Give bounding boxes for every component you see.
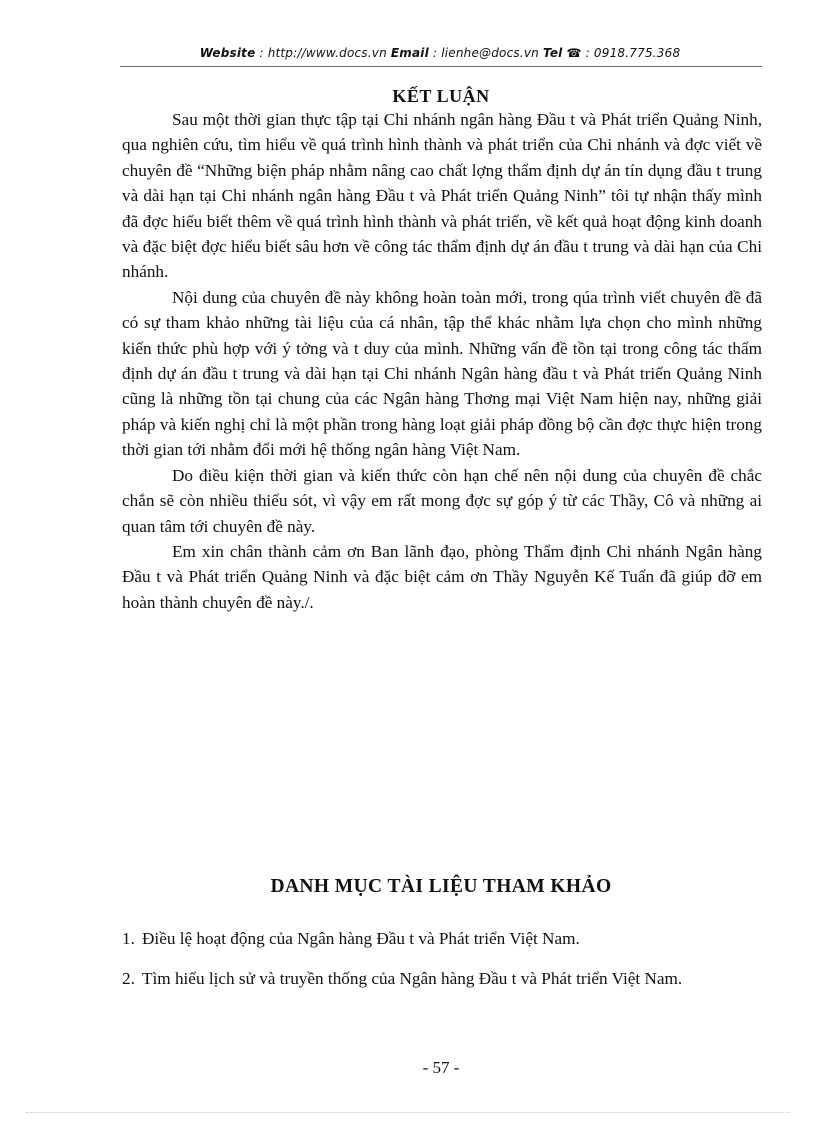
references-title: DANH MỤC TÀI LIỆU THAM KHẢO (270, 876, 612, 897)
footer-divider (26, 1112, 790, 1113)
conclusion-body (122, 107, 762, 615)
references-list (122, 926, 762, 1006)
tel-value: : 0918.775.368 (581, 46, 681, 60)
email-value: : lienhe@docs.vn (428, 46, 543, 60)
page-number: - 57 - (422, 1058, 460, 1077)
reference-item (122, 926, 762, 952)
reference-text: Tìm hiểu lịch sử và truyền thống của Ngân hàng Đầu t và Phát triển Việt Nam. (142, 969, 683, 988)
conclusion-paragraph-1: Sau một thời gian thực tập tại Chi nhánh ngân hàng Đầu t và Phát triển Quảng Ninh, qua nghiên cứu, tìm hiểu về quá trình hình thành và phát triển của Chi nhánh và đợc viết về chuyên đề “Những biện pháp nhằm nâng cao chất lợng thẩm định dự án tín dụng đầu t trung và dài hạn tại Chi nhánh ngân hàng Đầu t và Phát triển Quảng Ninh” tôi tự nhận thấy mình đã đợc hiểu biết thêm về quá trình hình thành và phát triển, về kết quả hoạt động kinh doanh và đặc biệt đợc hiểu biết sâu hơn về công tác thẩm định dự án đầu t trung và dài hạn của Chi nhánh. (122, 110, 762, 282)
conclusion-title: KẾT LUẬN (392, 86, 490, 106)
reference-number: 1. (122, 929, 135, 948)
reference-number: 2. (122, 969, 135, 988)
page-header (120, 46, 760, 60)
tel-label: Tel (542, 46, 563, 60)
phone-icon: ☎ (562, 46, 582, 60)
website-value: : http://www.docs.vn (255, 46, 391, 60)
email-label: Email (390, 46, 429, 60)
header-divider (120, 66, 762, 67)
website-label: Website (199, 46, 256, 60)
reference-text: Điều lệ hoạt động của Ngân hàng Đầu t và Phát triển Việt Nam. (142, 929, 580, 948)
reference-item (122, 966, 762, 992)
conclusion-paragraph-4: Em xin chân thành cảm ơn Ban lãnh đạo, phòng Thẩm định Chi nhánh Ngân hàng Đầu t và Phát triển Quảng Ninh và đặc biệt cảm ơn Thầy Nguyễn Kế Tuấn đã giúp đỡ em hoàn thành chuyên đề này./. (122, 541, 762, 612)
conclusion-paragraph-3: Do điều kiện thời gian và kiến thức còn hạn chế nên nội dung của chuyên đề chắc chắn sẽ còn nhiều thiếu sót, vì vậy em rất mong đợc sự góp ý từ các Thầy, Cô và những ai quan tâm tới chuyên đề này. (122, 465, 762, 536)
conclusion-paragraph-2: Nội dung của chuyên đề này không hoàn toàn mới, trong qúa trình viết chuyên đề đã có sự tham khảo những tài liệu của cá nhân, tập thể khác nhằm lựa chọn cho mình những kiến thức phù hợp với ý tởng và t duy của mình. Những vấn đề tồn tại trong công tác thẩm định dự án đầu t trung và dài hạn tại Chi nhánh Ngân hàng đầu t và Phát triển Quảng Ninh cũng là những tồn tại chung của các Ngân hàng Thơng mại Việt Nam hiện nay, những giải pháp và kiến nghị chỉ là một phần trong hàng loạt giải pháp đồng bộ cần đợc thực hiện trong thời gian tới nhằm đổi mới hệ thống ngân hàng Việt Nam. (122, 287, 762, 460)
